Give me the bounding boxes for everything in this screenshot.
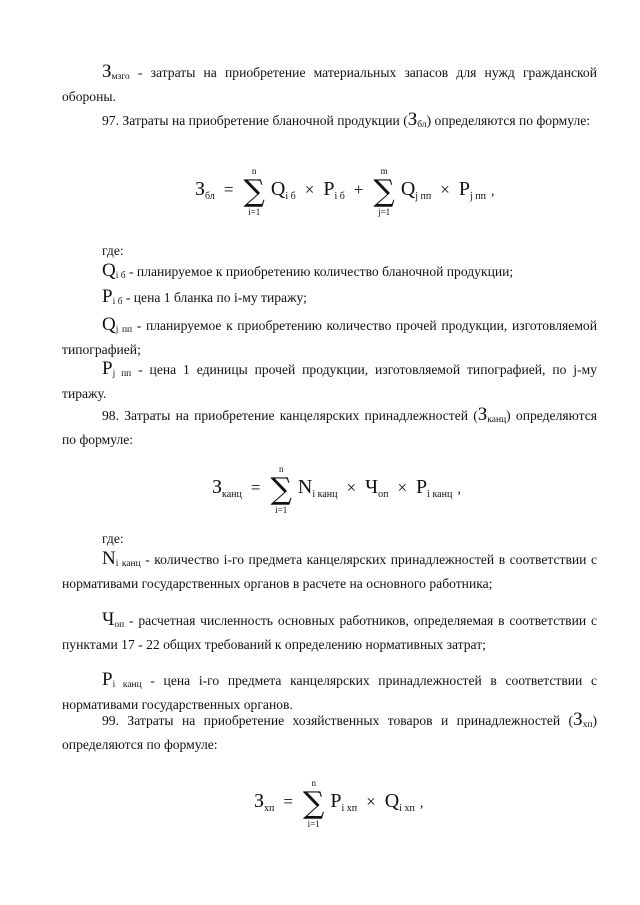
formula-term: P (330, 790, 342, 812)
multiply-sign: × (440, 180, 450, 199)
formula-term: Q (270, 178, 286, 200)
multiply-sign: × (346, 478, 357, 497)
paragraph-text: 97. Затраты на приобретение бланочной продукции ( (102, 113, 408, 128)
multiply-sign: × (366, 792, 376, 811)
formula-term: Ч (365, 476, 379, 498)
definition-qjpp (62, 315, 597, 359)
symbol-subscript: i канц (115, 559, 141, 569)
formula-term: P (323, 178, 335, 200)
formula-zkanc (212, 464, 461, 515)
equals-sign: = (250, 478, 261, 497)
formula-lhs-subscript: канц (222, 489, 242, 500)
sum-sign: ∑ n i=1 (302, 778, 325, 829)
symbol: P (102, 286, 113, 307)
definition-zmzgo (62, 62, 597, 106)
plus-sign: + (353, 180, 364, 199)
formula-lhs: З (254, 790, 265, 812)
symbol-subscript: i б (115, 271, 126, 281)
symbol-subscript: мзго (111, 72, 130, 82)
symbol: N (102, 548, 116, 569)
definition-text: - цена 1 единицы прочей продукции, изготовляемой типографией, по j-му тиражу. (62, 362, 597, 401)
formula-term-subscript: j пп (415, 191, 432, 202)
formula-lhs: З (212, 476, 223, 498)
symbol: З (102, 61, 112, 82)
formula-lhs-subscript: хп (264, 803, 275, 814)
paragraph-text: ) определяются по формуле: (426, 113, 591, 128)
definition-text: - затраты на приобретение материальных запасов для нужд гражданской обороны. (62, 65, 597, 104)
definition-text: - цена i-го предмета канцелярских принадлежностей в соответствии с нормативами государственных органов. (62, 673, 598, 712)
formula-comma: , (457, 482, 461, 497)
formula-term-subscript: i хп (341, 803, 358, 814)
symbol: З (477, 404, 488, 425)
paragraph-text: ) определяются по формуле: (62, 408, 597, 447)
paragraph-text: ) определяются по формуле: (62, 713, 597, 752)
formula-term-subscript: j пп (469, 191, 486, 202)
symbol-subscript: i б (112, 297, 123, 307)
where-text: где: (102, 531, 124, 546)
paragraph-97 (62, 110, 597, 135)
formula-zbl (195, 166, 495, 217)
sum-upper-limit: m (380, 166, 388, 176)
formula-term: Q (384, 790, 400, 812)
sum-upper-limit: n (278, 464, 284, 474)
formula-lhs-subscript: бл (205, 191, 215, 202)
symbol-subscript: j пп (115, 325, 133, 335)
sum-sign: ∑ m j=1 (373, 166, 395, 217)
equals-sign: = (283, 792, 293, 811)
multiply-sign: × (397, 478, 408, 497)
formula-comma: , (490, 184, 495, 199)
formula-term-subscript: оп (378, 489, 389, 500)
definition-text: - планируемое к приобретению количество бланочной продукции; (125, 264, 514, 279)
formula-term: N (297, 476, 313, 498)
definition-qib (62, 261, 597, 286)
symbol-subscript: бл (417, 120, 427, 130)
definition-chop (62, 610, 597, 654)
symbol: P (102, 669, 113, 690)
formula-term-subscript: i канц (312, 489, 338, 500)
where-label (62, 241, 597, 260)
formula-term: P (416, 476, 428, 498)
paragraph-text: 98. Затраты на приобретение канцелярских принадлежностей ( (102, 408, 478, 423)
definition-text: - расчетная численность основных работников, определяемая в соответствии с пунктами 17 - 22 общих требований к определению нормативных затрат; (62, 613, 597, 652)
symbol: Q (102, 314, 116, 335)
definition-text: - планируемое к приобретению количество прочей продукции, изготовляемой типографией; (62, 318, 598, 357)
paragraph-99 (62, 710, 597, 754)
symbol: P (102, 358, 113, 379)
definition-text: - цена 1 бланка по i-му тиражу; (122, 290, 307, 305)
sum-sign: ∑ n i=1 (243, 166, 265, 217)
formula-zhp (254, 778, 424, 829)
formula-term-subscript: i канц (427, 489, 453, 500)
where-label (62, 529, 597, 548)
symbol-subscript: хп (582, 720, 593, 730)
definition-nikanc (62, 549, 597, 593)
sum-lower-limit: i=1 (307, 819, 320, 829)
symbol: З (407, 109, 418, 130)
sum-lower-limit: i=1 (275, 505, 288, 515)
definition-pjpp (62, 359, 597, 403)
definition-pib (62, 287, 597, 312)
symbol-subscript: j пп (112, 369, 132, 379)
symbol: Ч (102, 609, 115, 630)
paragraph-98 (62, 405, 597, 449)
symbol-subscript: i канц (112, 680, 142, 690)
definition-pikanc (62, 670, 597, 714)
formula-term-subscript: i б (285, 191, 296, 202)
sum-upper-limit: n (311, 778, 316, 788)
sum-lower-limit: j=1 (378, 207, 391, 217)
formula-term-subscript: i б (334, 191, 345, 202)
sum-upper-limit: n (251, 166, 257, 176)
symbol: З (573, 709, 583, 730)
formula-term: Q (400, 178, 416, 200)
equals-sign: = (223, 180, 234, 199)
sum-sign: ∑ n i=1 (270, 464, 292, 515)
paragraph-text: 99. Затраты на приобретение хозяйственных товаров и принадлежностей ( (102, 713, 574, 728)
where-text: где: (102, 243, 124, 258)
formula-comma: , (419, 796, 424, 811)
formula-lhs: З (195, 178, 206, 200)
symbol-subscript: канц (487, 415, 507, 425)
multiply-sign: × (304, 180, 315, 199)
formula-term-subscript: i хп (399, 803, 415, 814)
sum-lower-limit: i=1 (248, 207, 261, 217)
definition-text: - количество i-го предмета канцелярских принадлежностей в соответствии с нормативами государственных органов в расчете на основного работника; (62, 552, 597, 591)
symbol-subscript: оп (114, 620, 125, 630)
symbol: Q (102, 260, 116, 281)
formula-term: P (458, 178, 470, 200)
